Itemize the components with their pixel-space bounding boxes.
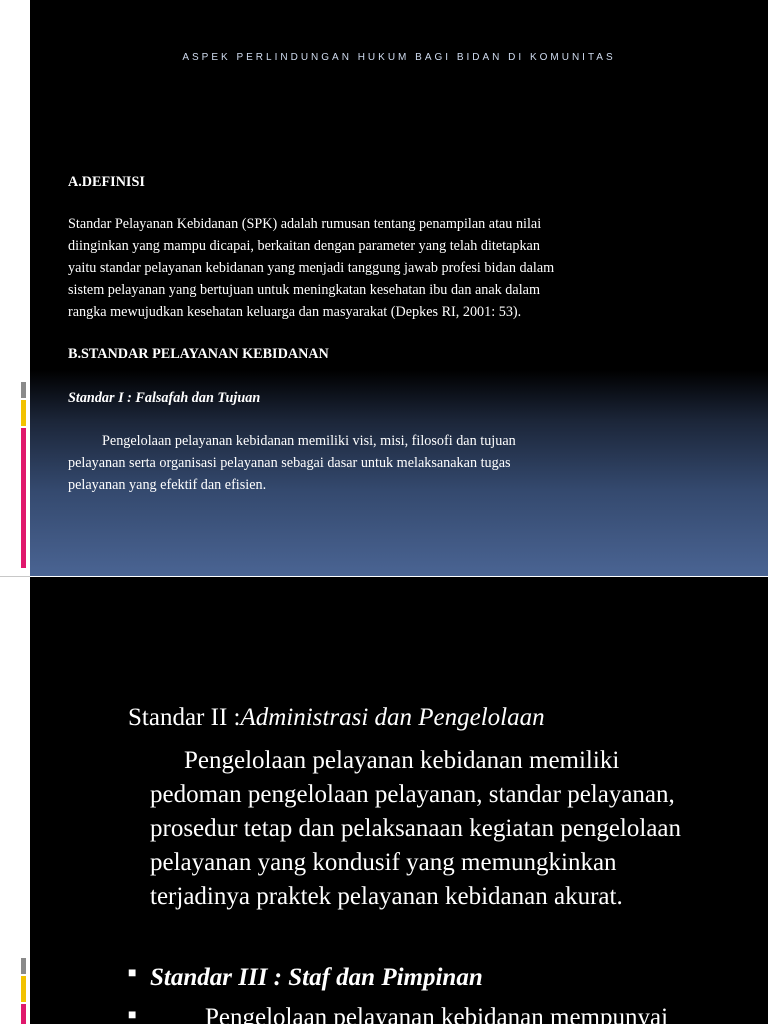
paragraph-line: terjadinya praktek pelayanan kebidanan akurat. bbox=[150, 883, 623, 910]
section-a-heading: A.DEFINISI bbox=[68, 174, 145, 190]
slide-deco-icon bbox=[18, 604, 30, 640]
paragraph-line: pelayanan yang kondusif yang memungkinkan bbox=[150, 849, 617, 876]
accent-bar-gray bbox=[21, 958, 26, 974]
accent-bar-pink bbox=[21, 428, 26, 568]
accent-bar-yellow bbox=[21, 976, 26, 1002]
paragraph-line: Pengelolaan pelayanan kebidanan memiliki bbox=[184, 747, 620, 774]
standard-2-paragraph bbox=[150, 744, 765, 914]
standard-3-title: Standar III : Staf dan Pimpinan bbox=[150, 964, 483, 991]
bullet-icon: ■ bbox=[128, 1008, 137, 1023]
paragraph-line: pelayanan serta organisasi pelayanan sebagai dasar untuk melaksanakan tugas bbox=[68, 455, 511, 471]
paragraph-line: yaitu standar pelayanan kebidanan yang menjadi tanggung jawab profesi bidan dalam bbox=[68, 260, 555, 276]
accent-bar-gray bbox=[21, 382, 26, 398]
standard-2-title-italic: Administrasi dan Pengelolaan bbox=[240, 704, 545, 731]
slide-deco-icon bbox=[18, 52, 30, 88]
accent-bar-pink bbox=[21, 1004, 26, 1024]
paragraph-line: rangka mewujudkan kesehatan keluarga dan masyarakat (Depkes RI, 2001: 53). bbox=[68, 304, 522, 320]
standard-2-title-prefix: Standar II : bbox=[128, 704, 241, 731]
standard-1-paragraph bbox=[68, 430, 728, 496]
slide-1 bbox=[30, 0, 768, 576]
standard-2-title bbox=[128, 704, 545, 732]
paragraph-line: diinginkan yang mampu dicapai, berkaitan dengan parameter yang telah ditetapkan bbox=[68, 238, 540, 254]
paragraph-line: Pengelolaan pelayanan kebidanan memiliki visi, misi, filosofi dan tujuan bbox=[102, 433, 516, 449]
paragraph-line: prosedur tetap dan pelaksanaan kegiatan pengelolaan bbox=[150, 815, 682, 842]
bullet-icon: ■ bbox=[128, 966, 137, 981]
paragraph-line: Standar Pelayanan Kebidanan (SPK) adalah rumusan tentang penampilan atau nilai bbox=[68, 216, 542, 232]
paragraph-line: pedoman pengelolaan pelayanan, standar pelayanan, bbox=[150, 781, 675, 808]
paragraph-line: pelayanan yang efektif dan efisien. bbox=[68, 477, 267, 493]
accent-bar-yellow bbox=[21, 400, 26, 426]
slide-separator-line bbox=[0, 576, 30, 577]
slide-header: ASPEK PERLINDUNGAN HUKUM BAGI BIDAN DI KOMUNITAS bbox=[182, 52, 616, 63]
paragraph-line: sistem pelayanan yang bertujuan untuk meningkatan kesehatan ibu dan anak dalam bbox=[68, 282, 540, 298]
standard-1-title: Standar I : Falsafah dan Tujuan bbox=[68, 390, 261, 406]
standard-3-paragraph-start: Pengelolaan pelayanan kebidanan mempunyai bbox=[205, 1004, 669, 1031]
section-b-heading: B.STANDAR PELAYANAN KEBIDANAN bbox=[68, 346, 329, 362]
section-a-paragraph bbox=[68, 213, 728, 323]
